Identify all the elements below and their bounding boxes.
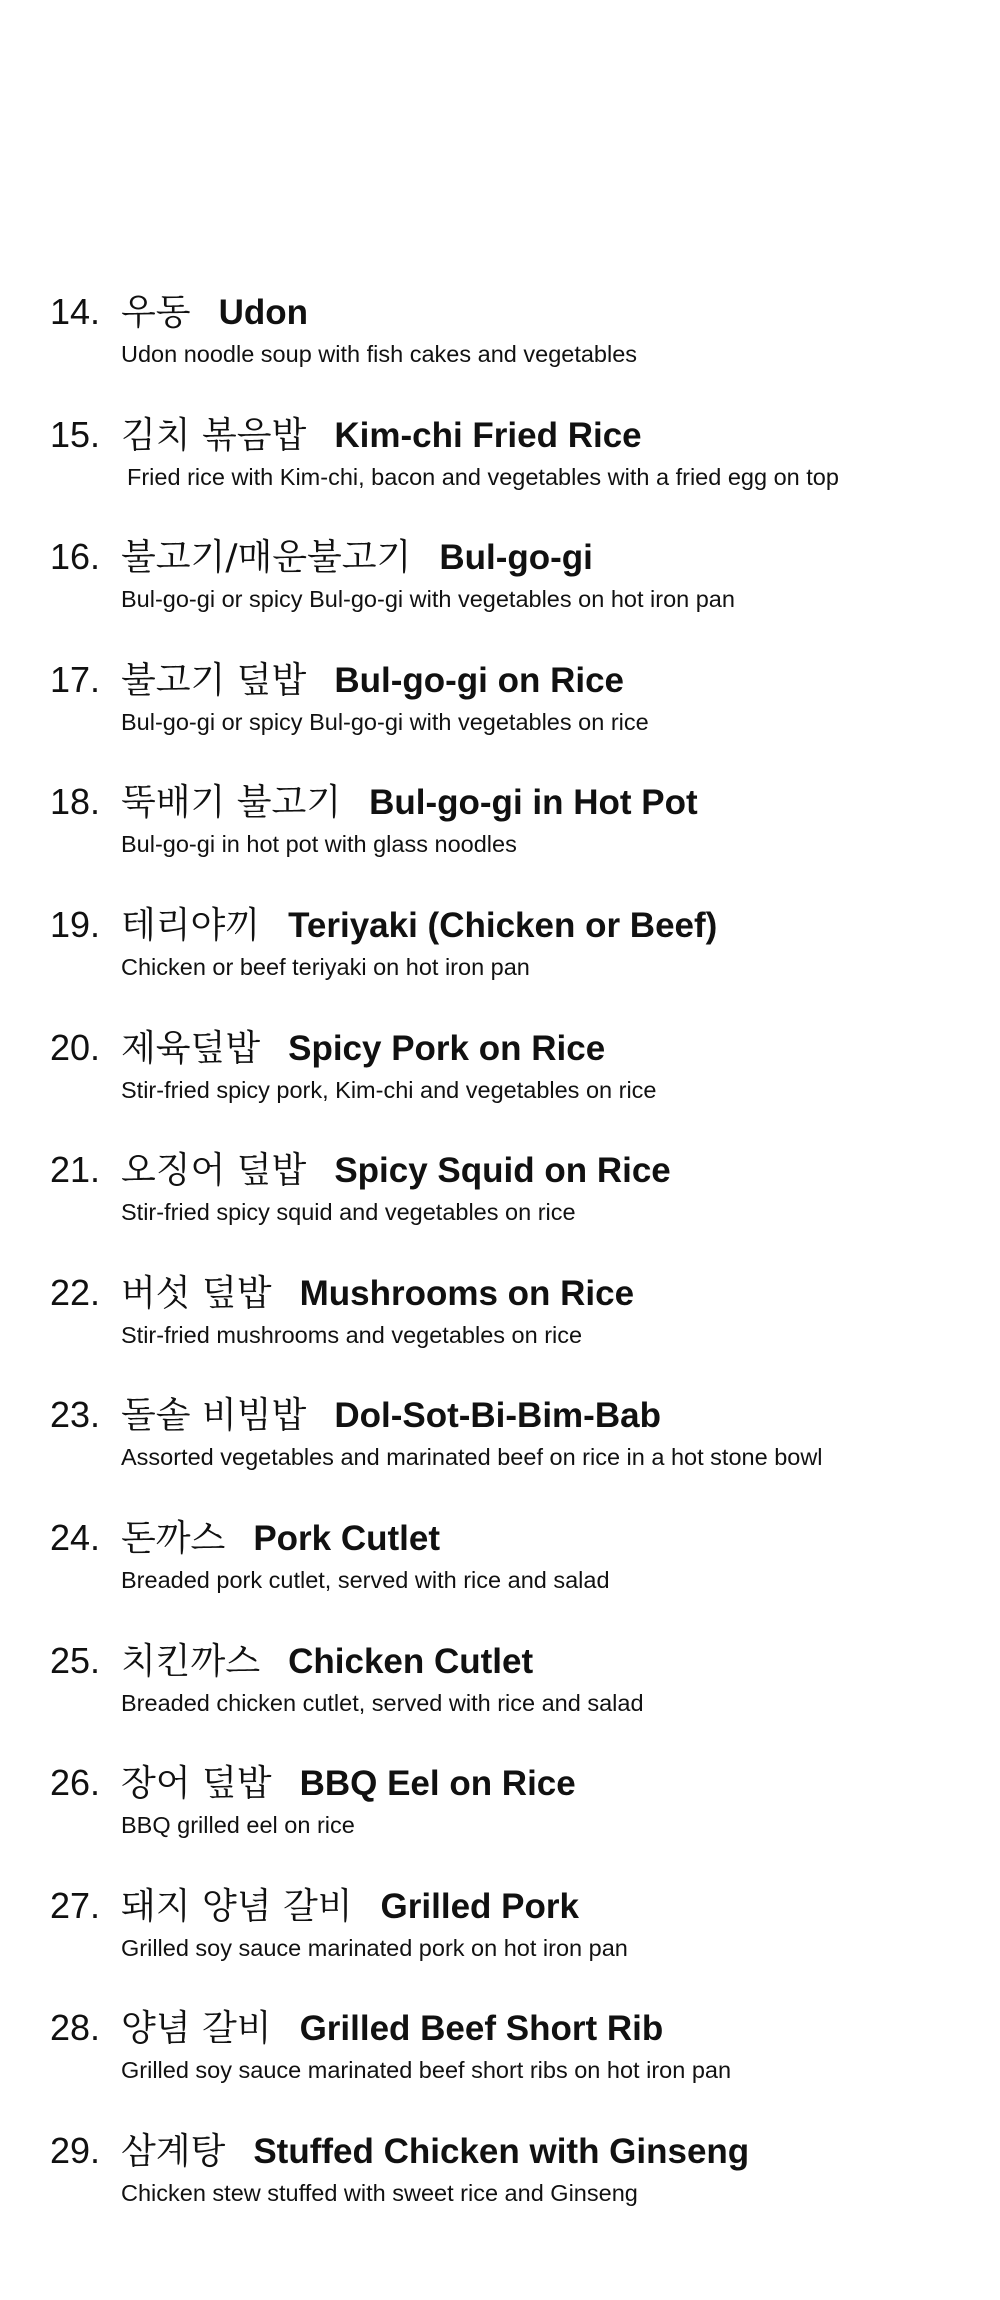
item-description: Chicken stew stuffed with sweet rice and Ginseng bbox=[121, 2179, 638, 2206]
item-description: Breaded pork cutlet, served with rice and salad bbox=[121, 1566, 610, 1593]
item-number: 16. bbox=[50, 536, 101, 578]
item-korean-name: 양념 갈비 bbox=[121, 2008, 272, 2050]
item-english-name: Bul-go-gi bbox=[439, 538, 593, 578]
menu-item-spicy-squid bbox=[50, 1148, 970, 1271]
item-korean-name: 삼계탕 bbox=[121, 2130, 226, 2172]
menu-item-title bbox=[50, 1393, 970, 1438]
item-number: 23. bbox=[50, 1394, 101, 1436]
item-english-name: Stuffed Chicken with Ginseng bbox=[253, 2131, 750, 2171]
item-korean-name: 뚝배기 불고기 bbox=[121, 782, 342, 824]
item-description: Stir-fried mushrooms and vegetables on rice bbox=[121, 1321, 583, 1348]
menu-list bbox=[50, 290, 970, 2252]
menu-item-teriyaki bbox=[50, 903, 970, 1026]
item-english-name: Spicy Squid on Rice bbox=[334, 1151, 671, 1191]
item-english-name: Bul-go-gi in Hot Pot bbox=[369, 783, 698, 823]
menu-item-title bbox=[50, 1761, 970, 1806]
item-english-name: Chicken Cutlet bbox=[288, 1641, 534, 1681]
item-korean-name: 불고기 덮밥 bbox=[121, 659, 307, 701]
item-korean-name: 치킨까스 bbox=[121, 1640, 261, 1682]
item-description: Bul-go-gi in hot pot with glass noodles bbox=[121, 831, 517, 858]
item-english-name: Grilled Beef Short Rib bbox=[299, 2009, 664, 2049]
item-korean-name: 제육덮밥 bbox=[121, 1027, 261, 1069]
menu-item-title bbox=[50, 290, 970, 335]
item-korean-name: 돈까스 bbox=[121, 1517, 226, 1559]
menu-item-mushrooms bbox=[50, 1271, 970, 1394]
menu-item-title bbox=[50, 903, 970, 948]
menu-item-title bbox=[50, 1271, 970, 1316]
menu-item-title bbox=[50, 1148, 970, 1193]
item-number: 25. bbox=[50, 1639, 101, 1681]
item-description: Stir-fried spicy squid and vegetables on rice bbox=[121, 1199, 576, 1226]
item-number: 26. bbox=[50, 1762, 101, 1804]
item-number: 24. bbox=[50, 1516, 101, 1558]
item-number: 29. bbox=[50, 2129, 101, 2171]
menu-item-stuffed-chicken-ginseng bbox=[50, 2129, 970, 2252]
item-number: 21. bbox=[50, 1149, 101, 1191]
menu-item-grilled-pork bbox=[50, 1884, 970, 2007]
item-description: Grilled soy sauce marinated beef short ribs on hot iron pan bbox=[121, 2057, 732, 2084]
item-number: 15. bbox=[50, 413, 101, 455]
item-description: Grilled soy sauce marinated pork on hot iron pan bbox=[121, 1934, 628, 1961]
item-number: 18. bbox=[50, 781, 101, 823]
menu-item-title bbox=[50, 413, 970, 458]
menu-item-title bbox=[50, 658, 970, 703]
item-number: 14. bbox=[50, 291, 101, 332]
item-korean-name: 장어 덮밥 bbox=[121, 1763, 272, 1805]
item-english-name: Dol-Sot-Bi-Bim-Bab bbox=[334, 1396, 661, 1436]
menu-item-spicy-pork bbox=[50, 1026, 970, 1149]
item-description: Bul-go-gi or spicy Bul-go-gi with vegetables on hot iron pan bbox=[121, 586, 735, 613]
item-description: Bul-go-gi or spicy Bul-go-gi with vegetables on rice bbox=[121, 708, 649, 735]
menu-item-title bbox=[50, 2129, 970, 2174]
item-description: Chicken or beef teriyaki on hot iron pan bbox=[121, 953, 530, 980]
item-korean-name: 오징어 덮밥 bbox=[121, 1150, 307, 1192]
menu-item-bulgogi-on-rice bbox=[50, 658, 970, 781]
menu-item-title bbox=[50, 2006, 970, 2051]
menu-item-title bbox=[50, 1639, 970, 1684]
menu-item-bulgogi bbox=[50, 535, 970, 658]
item-korean-name: 우동 bbox=[121, 292, 191, 333]
item-description: Breaded chicken cutlet, served with rice and salad bbox=[121, 1689, 644, 1716]
menu-item-chicken-cutlet bbox=[50, 1639, 970, 1762]
item-number: 22. bbox=[50, 1271, 101, 1313]
item-number: 19. bbox=[50, 903, 101, 945]
menu-item-title bbox=[50, 1516, 970, 1561]
item-english-name: Mushrooms on Rice bbox=[299, 1273, 635, 1313]
item-description: BBQ grilled eel on rice bbox=[121, 1812, 355, 1839]
item-english-name: Teriyaki (Chicken or Beef) bbox=[288, 905, 718, 945]
item-english-name: Spicy Pork on Rice bbox=[288, 1028, 606, 1068]
menu-item-title bbox=[50, 780, 970, 825]
item-english-name: Grilled Pork bbox=[380, 1886, 579, 1926]
item-korean-name: 불고기/매운불고기 bbox=[121, 537, 412, 579]
item-english-name: Kim-chi Fried Rice bbox=[334, 415, 642, 455]
menu-item-bulgogi-hot-pot bbox=[50, 780, 970, 903]
item-description: Udon noodle soup with fish cakes and vegetables bbox=[121, 341, 638, 367]
item-number: 28. bbox=[50, 2007, 101, 2049]
item-korean-name: 버섯 덮밥 bbox=[121, 1272, 272, 1314]
item-english-name: Bul-go-gi on Rice bbox=[334, 660, 625, 700]
item-english-name: Pork Cutlet bbox=[253, 1518, 441, 1558]
menu-item-dol-sot-bibimbab bbox=[50, 1393, 970, 1516]
item-description: Fried rice with Kim-chi, bacon and vegetables with a fried egg on top bbox=[127, 463, 839, 490]
item-english-name: Udon bbox=[218, 293, 308, 332]
menu-item-pork-cutlet bbox=[50, 1516, 970, 1639]
item-number: 20. bbox=[50, 1026, 101, 1068]
item-korean-name: 김치 볶음밥 bbox=[121, 414, 307, 456]
item-number: 27. bbox=[50, 1884, 101, 1926]
menu-item-bbq-eel bbox=[50, 1761, 970, 1884]
item-description: Stir-fried spicy pork, Kim-chi and vegetables on rice bbox=[121, 1076, 657, 1103]
menu-item-title bbox=[50, 1026, 970, 1071]
menu-item-title bbox=[50, 535, 970, 580]
item-description: Assorted vegetables and marinated beef on rice in a hot stone bowl bbox=[121, 1444, 823, 1471]
menu-item-kimchi-fried-rice bbox=[50, 413, 970, 536]
item-korean-name: 테리야끼 bbox=[121, 904, 261, 946]
item-korean-name: 돌솥 비빔밥 bbox=[121, 1395, 307, 1437]
item-number: 17. bbox=[50, 658, 101, 700]
item-korean-name: 돼지 양념 갈비 bbox=[121, 1885, 353, 1927]
menu-item-udon bbox=[50, 290, 970, 413]
item-english-name: BBQ Eel on Rice bbox=[299, 1764, 576, 1804]
menu-item-title bbox=[50, 1884, 970, 1929]
menu-item-grilled-beef-short-rib bbox=[50, 2006, 970, 2129]
